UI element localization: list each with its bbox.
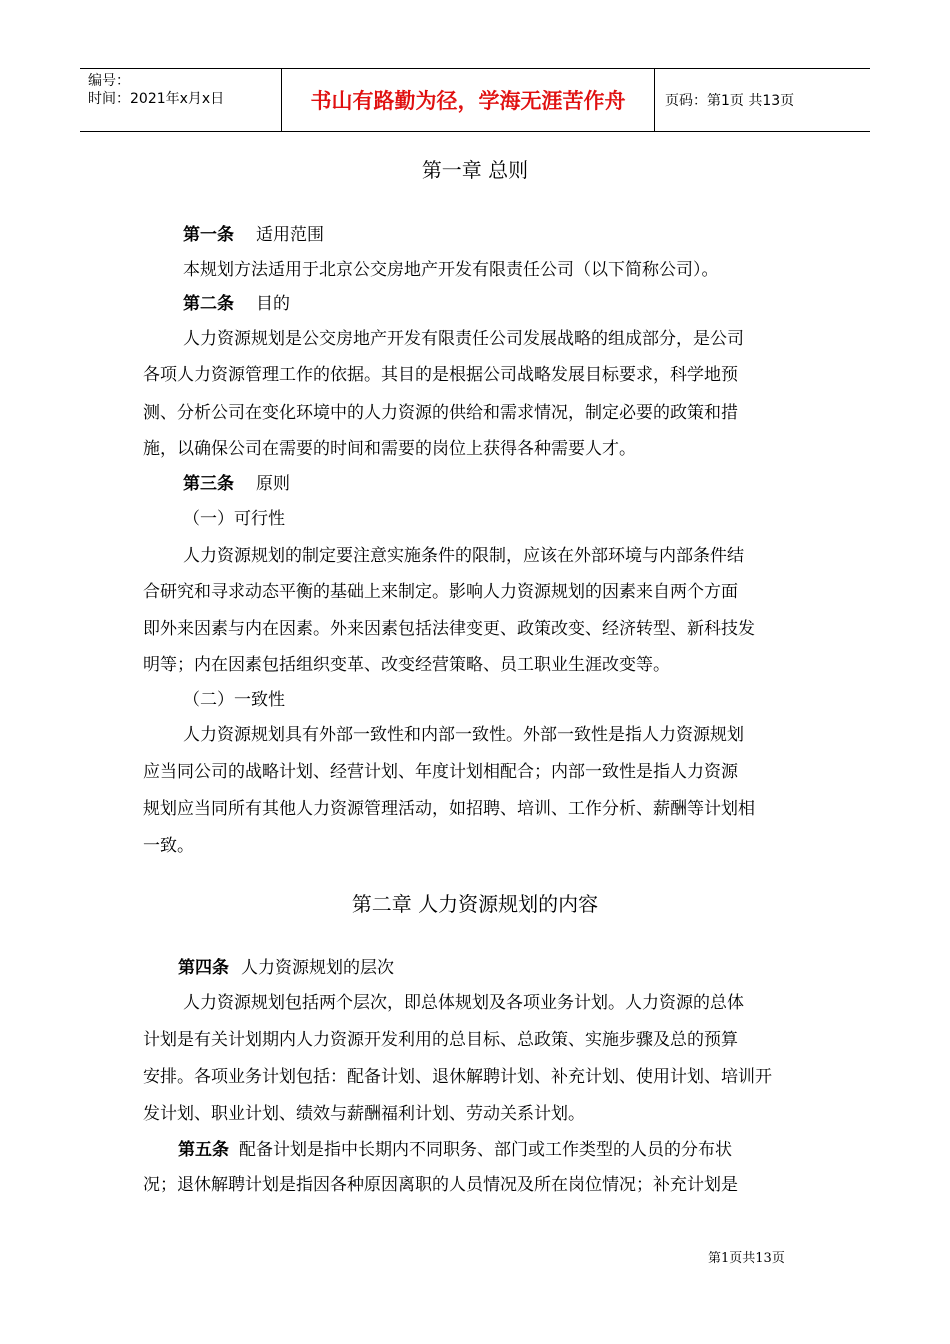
subsection-2-title: （二）一致性	[183, 690, 285, 710]
article-3-heading	[183, 469, 290, 494]
number-label: 编号：	[88, 73, 130, 89]
article-4-line: 安排。各项业务计划包括：配备计划、退休解聘计划、补充计划、使用计划、培训开	[143, 1067, 772, 1087]
subsection-1-title: （一）可行性	[183, 509, 285, 529]
article-1-name: 适用范围	[256, 225, 324, 245]
article-2-heading	[183, 289, 290, 314]
header-meta	[80, 69, 281, 131]
article-5-line-2: 况；退休解聘计划是指因各种原因离职的人员情况及所在岗位情况；补充计划是	[143, 1175, 738, 1195]
subsection-2-line: 一致。	[143, 836, 194, 856]
article-1-text: 本规划方法适用于北京公交房地产开发有限责任公司（以下简称公司）。	[183, 260, 719, 280]
article-4-number: 第四条	[178, 958, 229, 978]
subsection-1-line: 人力资源规划的制定要注意实施条件的限制，应该在外部环境与内部条件结	[183, 546, 744, 566]
motto: 书山有路勤为径，学海无涯苦作舟	[281, 69, 655, 131]
article-3-name: 原则	[256, 474, 290, 494]
article-2-name: 目的	[256, 294, 290, 314]
subsection-1-line: 明等；内在因素包括组织变革、改变经营策略、员工职业生涯改变等。	[143, 655, 670, 675]
article-5-number: 第五条	[178, 1140, 229, 1160]
article-4-name: 人力资源规划的层次	[241, 958, 394, 978]
article-4-line: 计划是有关计划期内人力资源开发利用的总目标、总政策、实施步骤及总的预算	[143, 1030, 738, 1050]
subsection-2-line: 规划应当同所有其他人力资源管理活动，如招聘、培训、工作分析、薪酬等计划相	[143, 799, 755, 819]
article-5-text: 配备计划是指中长期内不同职务、部门或工作类型的人员的分布状	[239, 1140, 732, 1160]
article-2-line: 各项人力资源管理工作的依据。其目的是根据公司战略发展目标要求，科学地预	[143, 365, 738, 385]
article-1-heading	[183, 220, 324, 245]
article-4-line: 发计划、职业计划、绩效与薪酬福利计划、劳动关系计划。	[143, 1104, 585, 1124]
article-2-line: 测、分析公司在变化环境中的人力资源的供给和需求情况，制定必要的政策和措	[143, 403, 738, 423]
page-footer: 第1页共13页	[708, 1251, 785, 1266]
article-4-line: 人力资源规划包括两个层次，即总体规划及各项业务计划。人力资源的总体	[183, 993, 744, 1013]
subsection-1-line: 即外来因素与内在因素。外来因素包括法律变更、政策改变、经济转型、新科技发	[143, 619, 755, 639]
article-2-line: 施，以确保公司在需要的时间和需要的岗位上获得各种需要人才。	[143, 439, 636, 459]
article-4-heading	[178, 953, 394, 978]
article-5-line-1	[178, 1135, 732, 1160]
subsection-2-line: 应当同公司的战略计划、经营计划、年度计划相配合；内部一致性是指人力资源	[143, 762, 738, 782]
subsection-1-line: 合研究和寻求动态平衡的基础上来制定。影响人力资源规划的因素来自两个方面	[143, 582, 738, 602]
article-2-number: 第二条	[183, 294, 234, 314]
article-1-number: 第一条	[183, 225, 234, 245]
header-page-info: 页码：第1页 共13页	[665, 93, 795, 109]
subsection-2-line: 人力资源规划具有外部一致性和内部一致性。外部一致性是指人力资源规划	[183, 725, 744, 745]
document-header	[80, 68, 870, 132]
time-label: 时间：2021年x月x日	[88, 91, 225, 107]
article-3-number: 第三条	[183, 474, 234, 494]
chapter-2-title: 第二章 人力资源规划的内容	[351, 892, 599, 916]
article-2-line: 人力资源规划是公交房地产开发有限责任公司发展战略的组成部分，是公司	[183, 329, 744, 349]
chapter-1-title: 第一章 总则	[421, 158, 529, 182]
